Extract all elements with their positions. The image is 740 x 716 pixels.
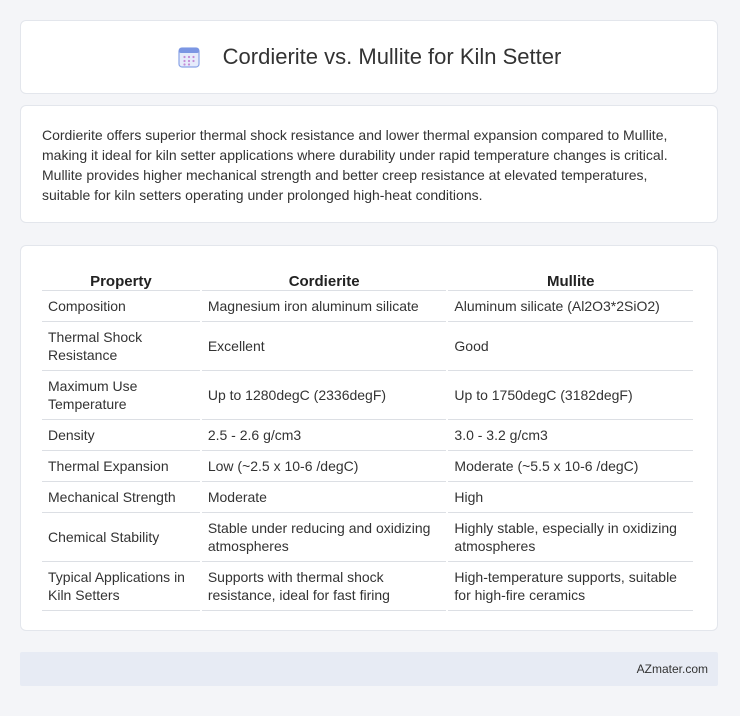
table-row — [42, 420, 693, 451]
calendar-icon — [177, 45, 201, 69]
mullite-cell: Good — [448, 322, 693, 371]
cordierite-cell: Supports with thermal shock resistance, ideal for fast firing — [202, 562, 447, 611]
property-cell: Composition — [42, 291, 200, 322]
table-row — [42, 291, 693, 322]
table-row — [42, 562, 693, 611]
table-row — [42, 451, 693, 482]
mullite-cell: High-temperature supports, suitable for high-fire ceramics — [448, 562, 693, 611]
property-cell: Chemical Stability — [42, 513, 200, 562]
column-header-property: Property — [42, 264, 200, 291]
table-row — [42, 513, 693, 562]
summary-card — [20, 105, 718, 223]
table-row — [42, 322, 693, 371]
mullite-cell: Moderate (~5.5 x 10-6 /degC) — [448, 451, 693, 482]
cordierite-cell: Magnesium iron aluminum silicate — [202, 291, 447, 322]
table-row — [42, 482, 693, 513]
property-cell: Thermal Shock Resistance — [42, 322, 200, 371]
column-header-mullite: Mullite — [448, 264, 693, 291]
property-cell: Mechanical Strength — [42, 482, 200, 513]
mullite-cell: Up to 1750degC (3182degF) — [448, 371, 693, 420]
property-cell: Typical Applications in Kiln Setters — [42, 562, 200, 611]
comparison-table — [40, 264, 695, 611]
cordierite-cell: Up to 1280degC (2336degF) — [202, 371, 447, 420]
cordierite-cell: 2.5 - 2.6 g/cm3 — [202, 420, 447, 451]
table-row — [42, 371, 693, 420]
mullite-cell: Aluminum silicate (Al2O3*2SiO2) — [448, 291, 693, 322]
footer-bar — [20, 652, 718, 686]
property-cell: Thermal Expansion — [42, 451, 200, 482]
column-header-cordierite: Cordierite — [202, 264, 447, 291]
mullite-cell: 3.0 - 3.2 g/cm3 — [448, 420, 693, 451]
cordierite-cell: Low (~2.5 x 10-6 /degC) — [202, 451, 447, 482]
summary-text: Cordierite offers superior thermal shock resistance and lower thermal expansion compared to Mullite, making it ideal for kiln setter applications where durability under rapid temperature changes is critical. Mullite provides higher mechanical strength and better creep resistance at elevated temperatures, suitable for kiln setters operating under prolonged high-heat conditions. — [42, 127, 668, 203]
mullite-cell: High — [448, 482, 693, 513]
page-title: Cordierite vs. Mullite for Kiln Setter — [222, 44, 562, 69]
title-card — [20, 20, 718, 94]
property-cell: Density — [42, 420, 200, 451]
comparison-table-card — [20, 245, 718, 631]
property-cell: Maximum Use Temperature — [42, 371, 200, 420]
table-header-row — [42, 264, 693, 291]
cordierite-cell: Excellent — [202, 322, 447, 371]
cordierite-cell: Moderate — [202, 482, 447, 513]
cordierite-cell: Stable under reducing and oxidizing atmospheres — [202, 513, 447, 562]
footer-brand: AZmater.com — [636, 662, 708, 676]
mullite-cell: Highly stable, especially in oxidizing atmospheres — [448, 513, 693, 562]
